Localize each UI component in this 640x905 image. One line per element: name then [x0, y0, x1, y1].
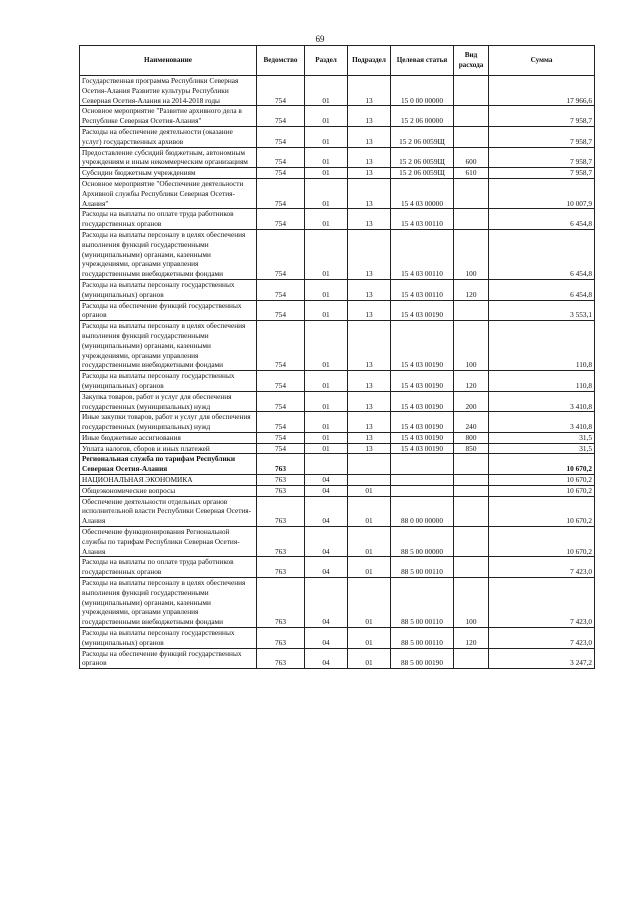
cell-sum: 10 670,2	[489, 496, 595, 526]
table-row	[80, 475, 595, 486]
cell-exptype	[454, 209, 489, 230]
cell-target: 88 5 00 00110	[391, 578, 454, 628]
cell-sum: 3 247,2	[489, 648, 595, 669]
cell-name: НАЦИОНАЛЬНАЯ ЭКОНОМИКА	[80, 475, 257, 486]
budget-table	[79, 45, 595, 669]
col-header-target: Целевая статья	[391, 46, 454, 76]
col-header-section: Раздел	[305, 46, 348, 76]
table-row	[80, 229, 595, 279]
table-row	[80, 279, 595, 300]
cell-section	[305, 454, 348, 475]
cell-exptype	[454, 648, 489, 669]
cell-subsection: 13	[348, 279, 391, 300]
cell-exptype: 600	[454, 147, 489, 168]
cell-section: 04	[305, 527, 348, 557]
cell-target: 15 4 03 00190	[391, 432, 454, 443]
cell-sum: 7 423,0	[489, 578, 595, 628]
cell-sum: 10 670,2	[489, 475, 595, 486]
cell-section: 01	[305, 168, 348, 179]
cell-subsection: 13	[348, 412, 391, 433]
cell-section: 01	[305, 391, 348, 412]
cell-subsection: 13	[348, 300, 391, 321]
cell-name: Обеспечение функционирования Региональной службы по тарифам Республики Северная Осетия-Алания	[80, 527, 257, 557]
cell-subsection: 13	[348, 209, 391, 230]
cell-exptype	[454, 106, 489, 127]
table-row	[80, 628, 595, 649]
cell-section: 01	[305, 432, 348, 443]
cell-target: 15 4 03 00000	[391, 178, 454, 208]
cell-name: Расходы на выплаты персоналу в целях обеспечения выполнения функций государственными (муниципальными) органами, казенными учреждениями, органами управления государственными внебюджетными фондами	[80, 578, 257, 628]
cell-target: 15 4 03 00190	[391, 391, 454, 412]
cell-subsection: 13	[348, 321, 391, 371]
cell-section: 01	[305, 300, 348, 321]
cell-target: 15 2 06 0059Щ	[391, 168, 454, 179]
cell-section: 04	[305, 557, 348, 578]
cell-exptype	[454, 76, 489, 106]
cell-subsection: 13	[348, 147, 391, 168]
cell-sum: 3 410,8	[489, 412, 595, 433]
cell-name: Расходы на выплаты персоналу государственных (муниципальных) органов	[80, 628, 257, 649]
cell-target: 88 0 00 00000	[391, 496, 454, 526]
cell-subsection: 13	[348, 371, 391, 392]
cell-target: 88 5 00 00110	[391, 557, 454, 578]
cell-sum: 3 410,8	[489, 391, 595, 412]
cell-dept: 754	[257, 321, 305, 371]
cell-name: Иные закупки товаров, работ и услуг для обеспечения государственных (муниципальных) нужд	[80, 412, 257, 433]
table-row	[80, 371, 595, 392]
cell-exptype: 120	[454, 628, 489, 649]
cell-section: 04	[305, 496, 348, 526]
cell-section: 01	[305, 412, 348, 433]
cell-dept: 754	[257, 76, 305, 106]
cell-dept: 763	[257, 578, 305, 628]
cell-name: Закупка товаров, работ и услуг для обеспечения государственных (муниципальных) нужд	[80, 391, 257, 412]
cell-dept: 754	[257, 147, 305, 168]
cell-name: Расходы на выплаты по оплате труда работников государственных органов	[80, 209, 257, 230]
cell-sum: 110,8	[489, 321, 595, 371]
cell-target: 15 2 06 00000	[391, 106, 454, 127]
table-row	[80, 321, 595, 371]
table-row	[80, 147, 595, 168]
table-row	[80, 300, 595, 321]
cell-exptype	[454, 496, 489, 526]
cell-sum: 7 958,7	[489, 126, 595, 147]
cell-subsection: 13	[348, 76, 391, 106]
cell-exptype	[454, 485, 489, 496]
cell-subsection: 13	[348, 168, 391, 179]
table-row	[80, 391, 595, 412]
cell-sum: 6 454,8	[489, 229, 595, 279]
cell-section: 04	[305, 485, 348, 496]
col-header-sum: Сумма	[489, 46, 595, 76]
cell-section: 01	[305, 147, 348, 168]
cell-section: 01	[305, 126, 348, 147]
cell-subsection: 01	[348, 648, 391, 669]
table-row	[80, 443, 595, 454]
cell-subsection: 13	[348, 432, 391, 443]
cell-target: 88 5 00 00190	[391, 648, 454, 669]
cell-sum: 10 007,9	[489, 178, 595, 208]
cell-dept: 763	[257, 496, 305, 526]
table-row	[80, 412, 595, 433]
cell-dept: 754	[257, 279, 305, 300]
table-row	[80, 454, 595, 475]
cell-section: 01	[305, 209, 348, 230]
cell-target: 15 4 03 00110	[391, 229, 454, 279]
cell-name: Иные бюджетные ассигнования	[80, 432, 257, 443]
cell-dept: 754	[257, 168, 305, 179]
cell-sum: 6 454,8	[489, 279, 595, 300]
cell-name: Расходы на обеспечение функций государственных органов	[80, 648, 257, 669]
cell-sum: 7 958,7	[489, 147, 595, 168]
cell-exptype: 120	[454, 371, 489, 392]
cell-exptype: 100	[454, 229, 489, 279]
cell-name: Расходы на выплаты персоналу государственных (муниципальных) органов	[80, 371, 257, 392]
cell-target	[391, 475, 454, 486]
col-header-subsection: Подраздел	[348, 46, 391, 76]
cell-subsection: 13	[348, 106, 391, 127]
cell-target	[391, 454, 454, 475]
table-row	[80, 527, 595, 557]
cell-dept: 754	[257, 443, 305, 454]
cell-section: 04	[305, 475, 348, 486]
cell-sum: 17 966,6	[489, 76, 595, 106]
table-row	[80, 432, 595, 443]
cell-section: 04	[305, 578, 348, 628]
cell-section: 01	[305, 178, 348, 208]
cell-sum: 7 423,0	[489, 557, 595, 578]
cell-name: Предоставление субсидий бюджетным, автономным учреждениям и иным некоммерческим организациям	[80, 147, 257, 168]
cell-dept: 754	[257, 106, 305, 127]
cell-dept: 754	[257, 371, 305, 392]
cell-subsection: 13	[348, 178, 391, 208]
table-row	[80, 496, 595, 526]
cell-name: Расходы на выплаты персоналу в целях обеспечения выполнения функций государственными (муниципальными) органами, казенными учреждениями, органами управления государственными внебюджетными фондами	[80, 229, 257, 279]
cell-name: Расходы на обеспечение функций государственных органов	[80, 300, 257, 321]
cell-exptype: 120	[454, 279, 489, 300]
table-row	[80, 209, 595, 230]
cell-subsection	[348, 454, 391, 475]
cell-target: 15 4 03 00190	[391, 443, 454, 454]
cell-section: 01	[305, 371, 348, 392]
cell-section: 04	[305, 628, 348, 649]
cell-target: 15 2 06 0059Щ	[391, 147, 454, 168]
cell-sum: 7 423,0	[489, 628, 595, 649]
cell-section: 01	[305, 76, 348, 106]
cell-sum: 6 454,8	[489, 209, 595, 230]
cell-target: 88 5 00 00000	[391, 527, 454, 557]
table-header-row	[80, 46, 595, 76]
cell-exptype	[454, 557, 489, 578]
col-header-name: Наименование	[80, 46, 257, 76]
cell-dept: 754	[257, 300, 305, 321]
cell-subsection: 01	[348, 578, 391, 628]
table-row	[80, 106, 595, 127]
cell-dept: 754	[257, 209, 305, 230]
cell-name: Основное мероприятие "Развитие архивного дела в Республике Северная Осетия-Алания"	[80, 106, 257, 127]
cell-exptype: 850	[454, 443, 489, 454]
cell-sum: 110,8	[489, 371, 595, 392]
cell-target: 15 4 03 00190	[391, 371, 454, 392]
cell-dept: 763	[257, 628, 305, 649]
col-header-dept: Ведомство	[257, 46, 305, 76]
cell-dept: 763	[257, 454, 305, 475]
table-row	[80, 648, 595, 669]
cell-subsection: 13	[348, 443, 391, 454]
cell-exptype	[454, 178, 489, 208]
cell-name: Общеэкономические вопросы	[80, 485, 257, 496]
table-row	[80, 168, 595, 179]
cell-target: 15 4 03 00190	[391, 300, 454, 321]
cell-name: Расходы на выплаты персоналу в целях обеспечения выполнения функций государственными (муниципальными) органами, казенными учреждениями, органами управления государственными внебюджетными фондами	[80, 321, 257, 371]
cell-target: 15 0 00 00000	[391, 76, 454, 106]
cell-dept: 763	[257, 485, 305, 496]
cell-name: Обеспечение деятельности отдельных органов исполнительной власти Республики Северная Осетия-Алания	[80, 496, 257, 526]
cell-name: Уплата налогов, сборов и иных платежей	[80, 443, 257, 454]
cell-name: Региональная служба по тарифам Республики Северная Осетия-Алания	[80, 454, 257, 475]
cell-section: 01	[305, 279, 348, 300]
cell-dept: 763	[257, 557, 305, 578]
cell-target: 15 4 03 00190	[391, 321, 454, 371]
cell-exptype: 200	[454, 391, 489, 412]
cell-section: 01	[305, 443, 348, 454]
cell-exptype	[454, 300, 489, 321]
cell-target: 15 4 03 00110	[391, 279, 454, 300]
cell-target: 15 4 03 00110	[391, 209, 454, 230]
cell-sum: 10 670,2	[489, 527, 595, 557]
cell-exptype	[454, 454, 489, 475]
cell-sum: 10 670,2	[489, 454, 595, 475]
table-row	[80, 178, 595, 208]
cell-exptype	[454, 527, 489, 557]
cell-dept: 754	[257, 229, 305, 279]
table-row	[80, 76, 595, 106]
cell-dept: 754	[257, 432, 305, 443]
cell-target	[391, 485, 454, 496]
cell-section: 01	[305, 106, 348, 127]
cell-exptype	[454, 126, 489, 147]
cell-exptype: 240	[454, 412, 489, 433]
cell-subsection	[348, 475, 391, 486]
cell-section: 01	[305, 321, 348, 371]
cell-name: Расходы на обеспечение деятельности (оказание услуг) государственных архивов	[80, 126, 257, 147]
cell-dept: 754	[257, 126, 305, 147]
cell-exptype	[454, 475, 489, 486]
cell-subsection: 01	[348, 485, 391, 496]
cell-dept: 754	[257, 178, 305, 208]
cell-subsection: 01	[348, 496, 391, 526]
cell-sum: 7 958,7	[489, 106, 595, 127]
cell-section: 01	[305, 229, 348, 279]
cell-sum: 10 670,2	[489, 485, 595, 496]
table-row	[80, 578, 595, 628]
cell-target: 15 2 06 0059Щ	[391, 126, 454, 147]
cell-target: 88 5 00 00110	[391, 628, 454, 649]
cell-subsection: 01	[348, 557, 391, 578]
cell-subsection: 13	[348, 229, 391, 279]
col-header-exptype: Вид расхода	[454, 46, 489, 76]
cell-subsection: 01	[348, 527, 391, 557]
table-row	[80, 557, 595, 578]
cell-dept: 763	[257, 648, 305, 669]
cell-target: 15 4 03 00190	[391, 412, 454, 433]
cell-exptype: 610	[454, 168, 489, 179]
cell-exptype: 100	[454, 321, 489, 371]
cell-section: 04	[305, 648, 348, 669]
cell-name: Расходы на выплаты по оплате труда работников государственных органов	[80, 557, 257, 578]
cell-name: Субсидии бюджетным учреждениям	[80, 168, 257, 179]
cell-sum: 7 958,7	[489, 168, 595, 179]
cell-dept: 763	[257, 527, 305, 557]
cell-name: Основное мероприятие "Обеспечение деятельности Архивной службы Республики Северная Осетия-Алания"	[80, 178, 257, 208]
table-row	[80, 126, 595, 147]
cell-exptype: 100	[454, 578, 489, 628]
cell-dept: 763	[257, 475, 305, 486]
cell-dept: 754	[257, 391, 305, 412]
page-number: 69	[315, 34, 325, 44]
table-row	[80, 485, 595, 496]
cell-sum: 31,5	[489, 432, 595, 443]
cell-dept: 754	[257, 412, 305, 433]
cell-sum: 31,5	[489, 443, 595, 454]
cell-name: Государственная программа Республики Северная Осетия-Алания Развитие культуры Республики Северная Осетия-Алания на 2014-2018 годы	[80, 76, 257, 106]
cell-subsection: 13	[348, 126, 391, 147]
cell-subsection: 01	[348, 628, 391, 649]
cell-exptype: 800	[454, 432, 489, 443]
cell-subsection: 13	[348, 391, 391, 412]
cell-name: Расходы на выплаты персоналу государственных (муниципальных) органов	[80, 279, 257, 300]
cell-sum: 3 553,1	[489, 300, 595, 321]
